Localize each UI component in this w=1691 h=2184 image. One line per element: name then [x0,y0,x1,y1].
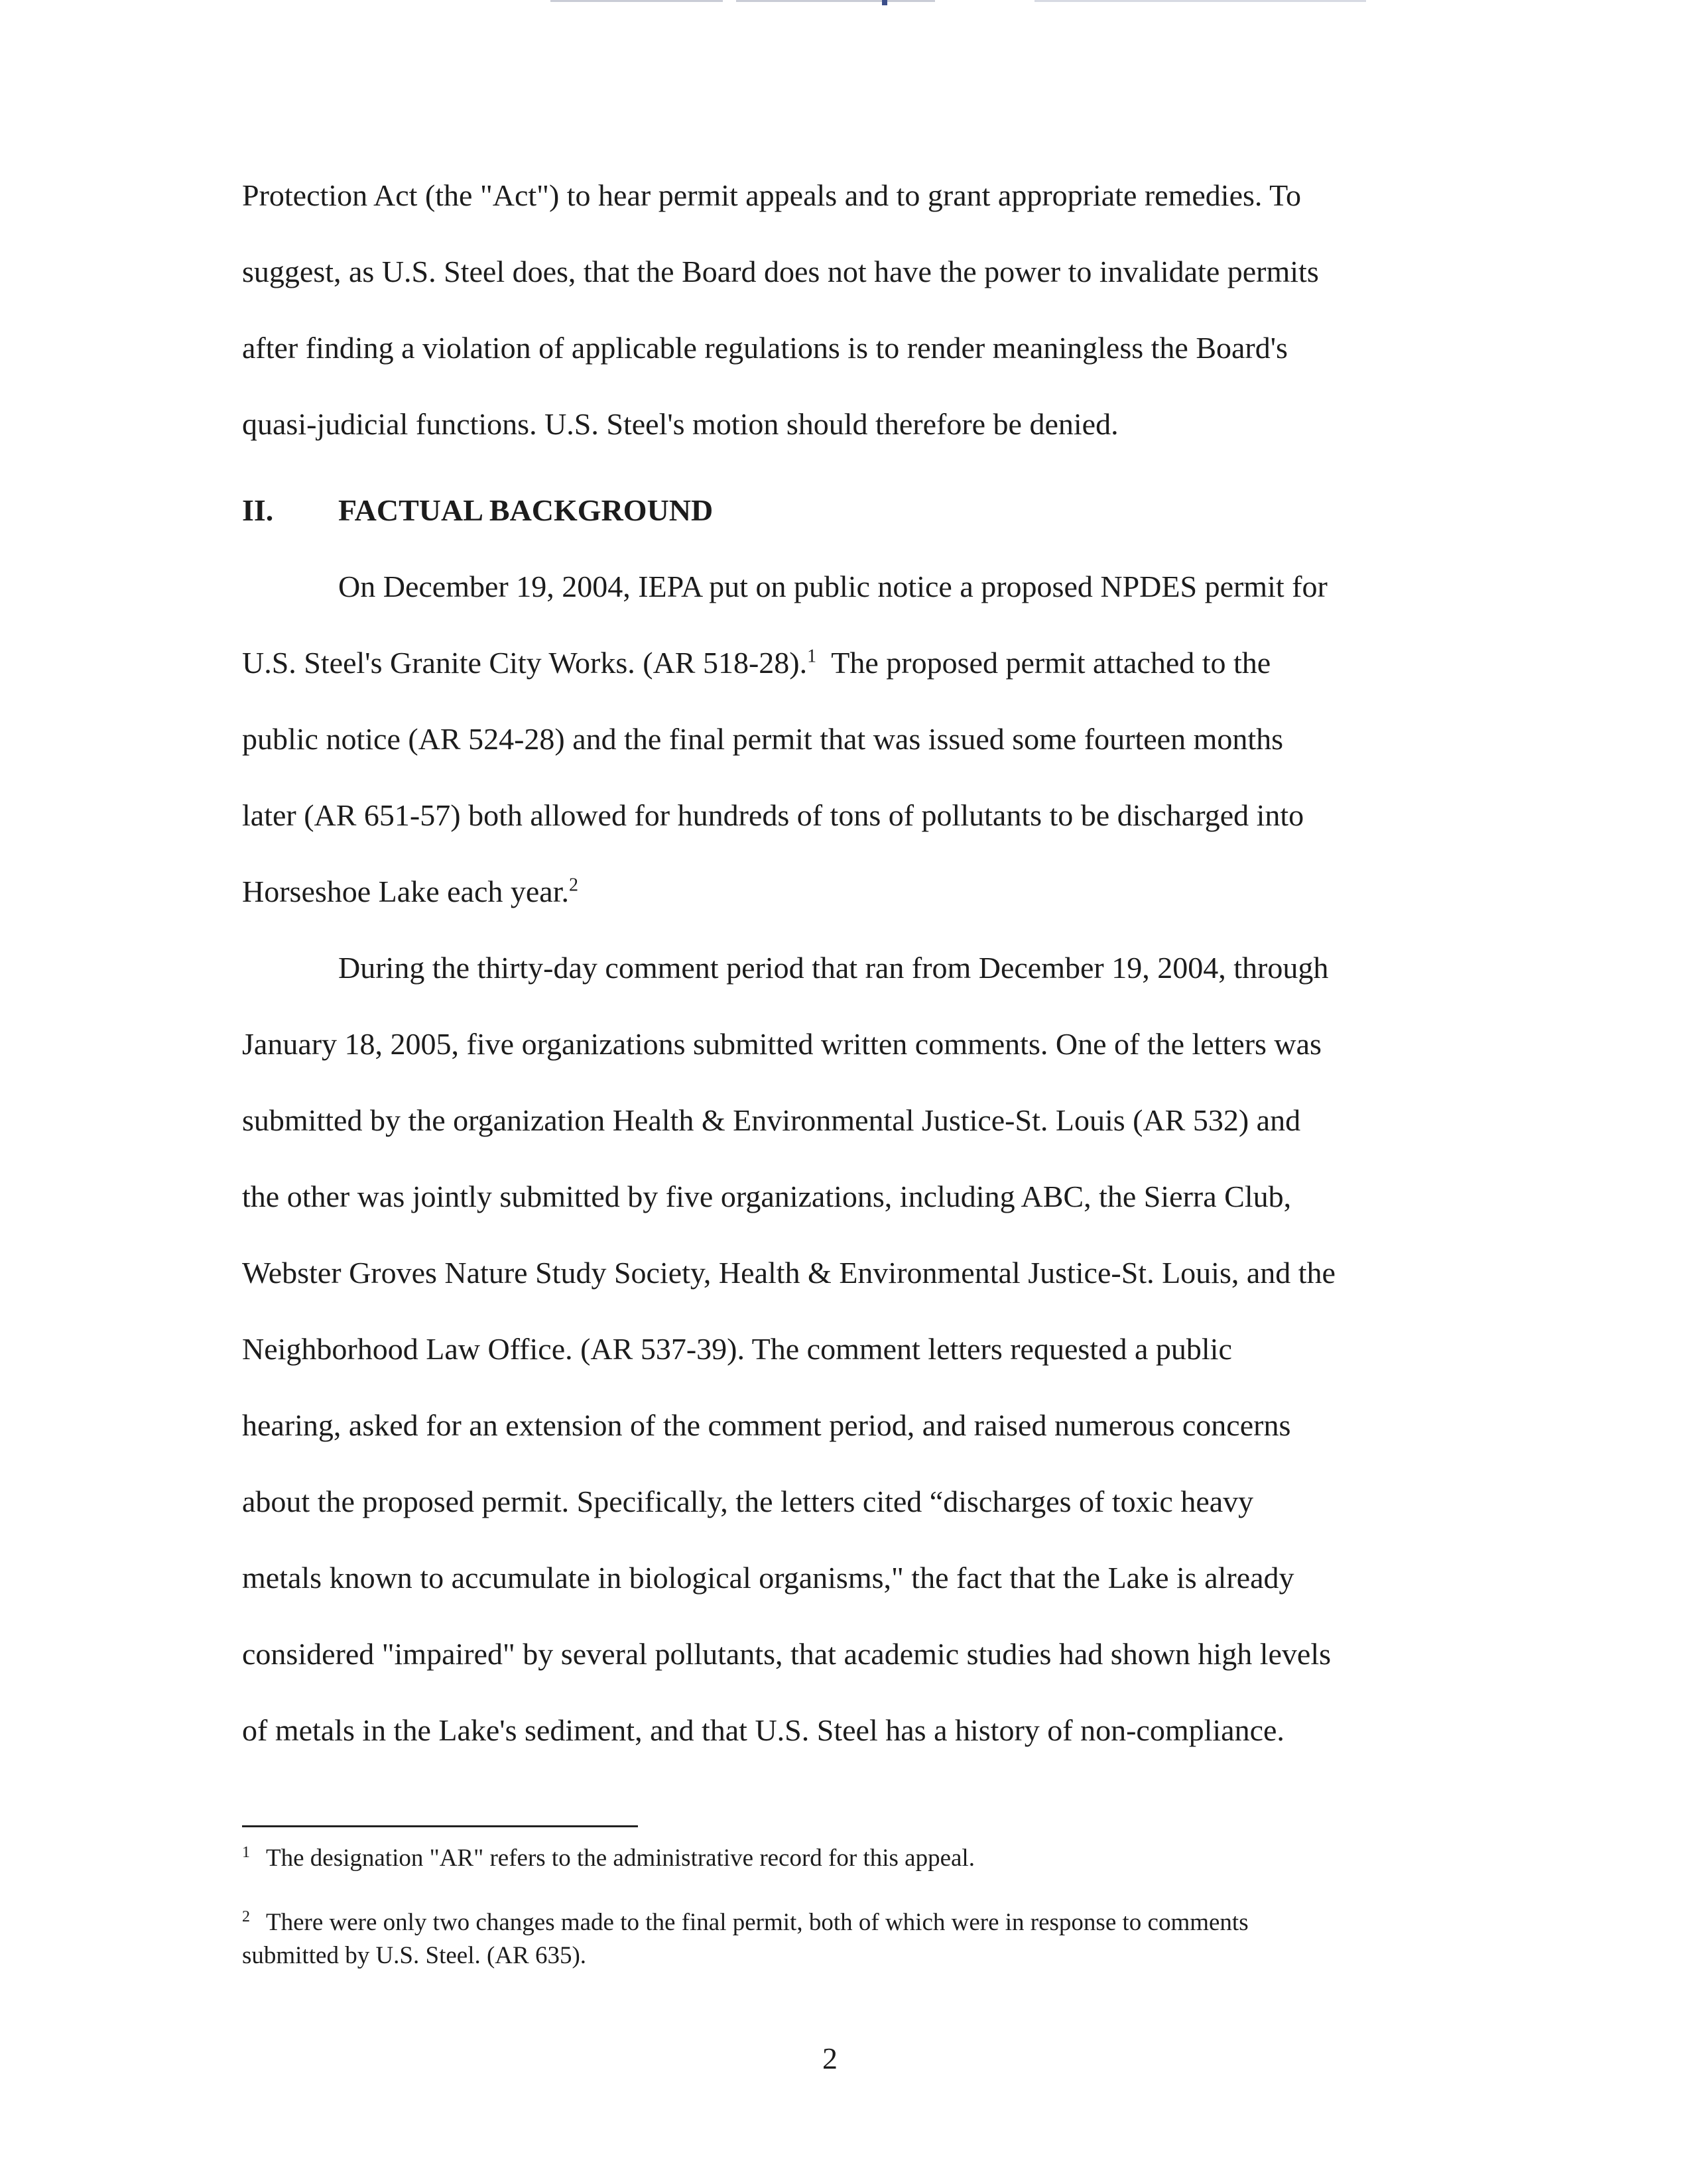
text-span: The proposed permit attached to the [816,646,1271,680]
text-line: suggest, as U.S. Steel does, that the Board does not have the power to invalidate permits [242,255,1319,288]
page-number: 2 [822,2041,838,2075]
text-line [242,872,578,912]
text-line: quasi-judicial functions. U.S. Steel's motion should therefore be denied. [242,407,1119,441]
scan-artifact-line [1034,0,1366,2]
footnote-text: There were only two changes made to the final permit, both of which were in response to comments [266,1909,1249,1936]
text-line: hearing, asked for an extension of the comment period, and raised numerous concerns [242,1408,1291,1442]
section-number: II. [242,493,274,527]
text-line: On December 19, 2004, IEPA put on public notice a proposed NPDES permit for [338,570,1328,603]
section-title: FACTUAL BACKGROUND [338,493,714,527]
text-line: submitted by the organization Health & Environmental Justice-St. Louis (AR 532) and [242,1103,1301,1137]
text-line: the other was jointly submitted by five organizations, including ABC, the Sierra Club, [242,1180,1292,1213]
footnote-reference-2[interactable]: 2 [568,875,578,896]
text-line: Protection Act (the "Act") to hear permit appeals and to grant appropriate remedies. To [242,178,1301,212]
footnote-1: 1 The designation "AR" refers to the administrative record for this appeal. [242,1843,975,1872]
text-line: Webster Groves Nature Study Society, Health & Environmental Justice-St. Louis, and the [242,1256,1336,1290]
footnote-text: The designation "AR" refers to the administrative record for this appeal. [266,1845,975,1872]
text-line: after finding a violation of applicable regulations is to render meaningless the Board's [242,331,1288,365]
text-line: Neighborhood Law Office. (AR 537-39). The comment letters requested a public [242,1332,1232,1366]
section-heading [242,491,713,530]
footnote-text: submitted by U.S. Steel. (AR 635). [242,1942,587,1969]
text-span: U.S. Steel's Granite City Works. (AR 518-28). [242,646,808,680]
text-line: about the proposed permit. Specifically, the letters cited “discharges of toxic heavy [242,1485,1254,1518]
scan-artifact-line [550,0,723,2]
text-line [242,643,1271,683]
text-line: considered "impaired" by several pollutants, that academic studies had shown high levels [242,1637,1332,1671]
text-line: of metals in the Lake's sediment, and that U.S. Steel has a history of non-compliance. [242,1713,1284,1747]
text-line: later (AR 651-57) both allowed for hundreds of tons of pollutants to be discharged into [242,798,1304,832]
scan-artifact-line [736,0,935,2]
text-line: metals known to accumulate in biological organisms," the fact that the Lake is already [242,1561,1294,1595]
footnote-reference-1[interactable]: 1 [807,646,817,667]
text-line: public notice (AR 524-28) and the final permit that was issued some fourteen months [242,722,1284,756]
footnote-2-continued [242,1939,586,1972]
text-span: Horseshoe Lake each year. [242,875,569,908]
text-line: January 18, 2005, five organizations submitted written comments. One of the letters was [242,1027,1322,1061]
footnote-2: 2 There were only two changes made to the final permit, both of which were in response to comments [242,1908,1249,1936]
text-line: During the thirty-day comment period that ran from December 19, 2004, through [338,951,1329,985]
footnote-separator [242,1825,638,1827]
scan-artifact-dot [882,0,887,5]
